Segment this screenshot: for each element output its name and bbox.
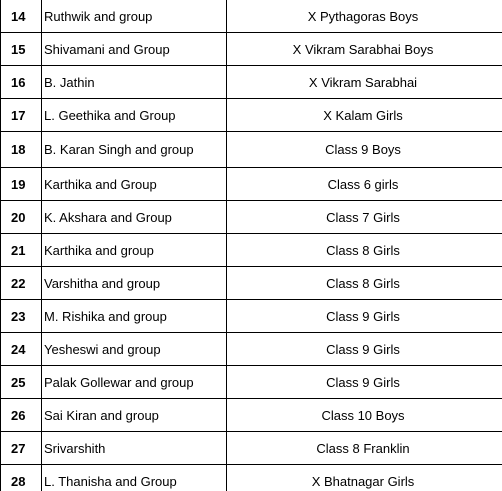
table-row bbox=[1, 399, 502, 432]
class-cell: X Vikram Sarabhai Boys bbox=[227, 33, 502, 66]
class-cell: Class 7 Girls bbox=[227, 201, 502, 234]
table-row bbox=[1, 333, 502, 366]
class-cell: Class 8 Franklin bbox=[227, 432, 502, 465]
class-cell: X Pythagoras Boys bbox=[227, 0, 502, 33]
row-number-cell: 28 bbox=[1, 465, 42, 491]
row-number-cell: 20 bbox=[1, 201, 42, 234]
table-row bbox=[1, 66, 502, 99]
table-row bbox=[1, 99, 502, 132]
class-cell: Class 9 Girls bbox=[227, 300, 502, 333]
name-cell: Karthika and Group bbox=[42, 168, 227, 201]
class-cell: X Bhatnagar Girls bbox=[227, 465, 502, 491]
row-number-cell: 18 bbox=[1, 132, 42, 168]
row-number-cell: 22 bbox=[1, 267, 42, 300]
table-row bbox=[1, 234, 502, 267]
name-cell: Varshitha and group bbox=[42, 267, 227, 300]
class-cell: Class 6 girls bbox=[227, 168, 502, 201]
table-row bbox=[1, 168, 502, 201]
class-cell: X Vikram Sarabhai bbox=[227, 66, 502, 99]
name-cell: Srivarshith bbox=[42, 432, 227, 465]
row-number-cell: 21 bbox=[1, 234, 42, 267]
row-number-cell: 14 bbox=[1, 0, 42, 33]
table-row bbox=[1, 0, 502, 33]
class-cell: X Kalam Girls bbox=[227, 99, 502, 132]
table-row bbox=[1, 201, 502, 234]
name-cell: L. Thanisha and Group bbox=[42, 465, 227, 491]
table-row bbox=[1, 267, 502, 300]
name-cell: B. Karan Singh and group bbox=[42, 132, 227, 168]
class-cell: Class 8 Girls bbox=[227, 234, 502, 267]
class-cell: Class 10 Boys bbox=[227, 399, 502, 432]
table-row bbox=[1, 465, 502, 491]
name-cell: B. Jathin bbox=[42, 66, 227, 99]
row-number-cell: 16 bbox=[1, 66, 42, 99]
row-number-cell: 27 bbox=[1, 432, 42, 465]
table-row bbox=[1, 33, 502, 66]
table-row bbox=[1, 300, 502, 333]
row-number-cell: 25 bbox=[1, 366, 42, 399]
name-cell: Ruthwik and group bbox=[42, 0, 227, 33]
class-cell: Class 9 Girls bbox=[227, 333, 502, 366]
row-number-cell: 24 bbox=[1, 333, 42, 366]
name-cell: K. Akshara and Group bbox=[42, 201, 227, 234]
row-number-cell: 17 bbox=[1, 99, 42, 132]
name-cell: Karthika and group bbox=[42, 234, 227, 267]
table-row bbox=[1, 132, 502, 168]
name-cell: L. Geethika and Group bbox=[42, 99, 227, 132]
row-number-cell: 19 bbox=[1, 168, 42, 201]
class-cell: Class 9 Boys bbox=[227, 132, 502, 168]
row-number-cell: 23 bbox=[1, 300, 42, 333]
name-cell: Sai Kiran and group bbox=[42, 399, 227, 432]
class-cell: Class 9 Girls bbox=[227, 366, 502, 399]
row-number-cell: 15 bbox=[1, 33, 42, 66]
name-cell: M. Rishika and group bbox=[42, 300, 227, 333]
table-row bbox=[1, 432, 502, 465]
row-number-cell: 26 bbox=[1, 399, 42, 432]
name-cell: Yesheswi and group bbox=[42, 333, 227, 366]
name-cell: Palak Gollewar and group bbox=[42, 366, 227, 399]
class-cell: Class 8 Girls bbox=[227, 267, 502, 300]
table-row bbox=[1, 366, 502, 399]
name-cell: Shivamani and Group bbox=[42, 33, 227, 66]
